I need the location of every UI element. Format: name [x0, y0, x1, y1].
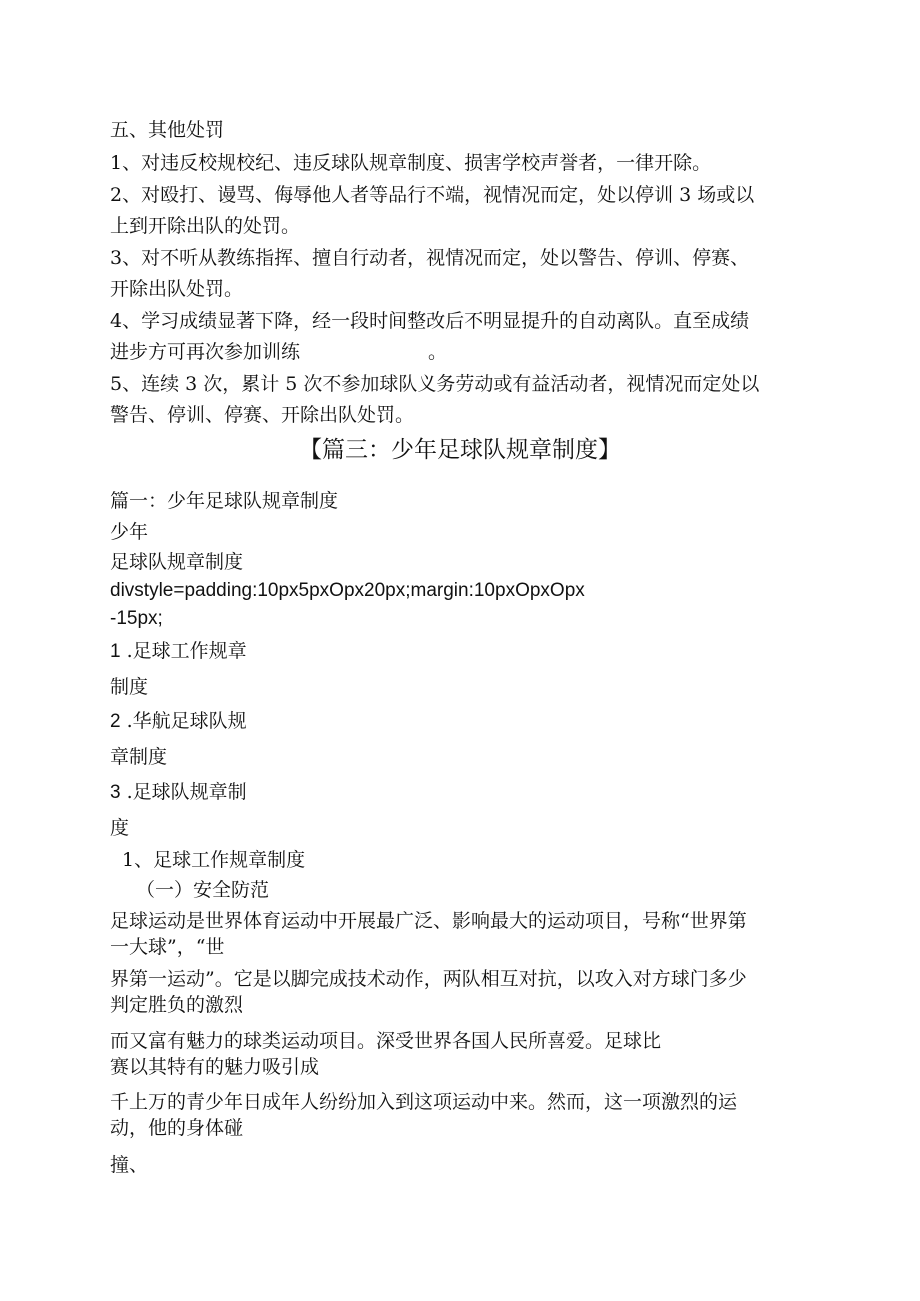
subsection-safety: （一）安全防范 [136, 879, 270, 901]
penalty-item-4-text: 进步方可再次参加训练 [110, 341, 301, 363]
paragraph-line-8: 动，他的身体碰 [110, 1117, 244, 1139]
list-item-1-text: .足球工作规章 [120, 640, 247, 662]
part-three-title: 【篇三：少年足球队规章制度】 [299, 437, 621, 463]
paragraph-line-3: 界第一运动”。它是以脚完成技术动作，两队相互对抗，以攻入对方球门多少 [110, 968, 747, 990]
list-item-3 [110, 781, 247, 804]
penalty-item-4-line-2 [110, 341, 447, 363]
paragraph-line-5: 而又富有魅力的球类运动项目。深受世界各国人民所喜爱。足球比 [110, 1030, 662, 1052]
penalty-item-4-line-1: 4、学习成绩显著下降，经一段时间整改后不明显提升的自动离队。直至成绩 [110, 310, 750, 332]
paragraph-line-4: 判定胜负的激烈 [110, 994, 244, 1016]
line-zuqiu-rules: 足球队规章制度 [110, 551, 244, 573]
list-item-2-number: 2 [110, 711, 121, 732]
list-item-2 [110, 710, 247, 733]
section-1-heading: 1、足球工作规章制度 [122, 849, 306, 871]
penalty-item-2-line-2: 上到开除出队的处罚。 [110, 215, 301, 237]
list-item-1-number: 1 [110, 641, 121, 662]
sub-title: 篇一：少年足球队规章制度 [110, 490, 339, 512]
section-heading-other-penalties: 五、其他处罚 [110, 119, 225, 141]
line-shaonian: 少年 [110, 521, 149, 543]
penalty-item-1: 1、对违反校规校纪、违反球队规章制度、损害学校声誉者，一律开除。 [110, 152, 712, 174]
list-item-2-cont: 章制度 [110, 746, 168, 768]
paragraph-line-7: 千上万的青少年日成年人纷纷加入到这项运动中来。然而，这一项激烈的运 [110, 1091, 738, 1113]
list-item-1 [110, 640, 247, 663]
penalty-item-3-line-1: 3、对不听从教练指挥、擅自行动者，视情况而定，处以警告、停训、停赛、 [110, 247, 750, 269]
code-line-2: -15px; [110, 608, 163, 629]
list-item-3-number: 3 [110, 782, 121, 803]
paragraph-line-2: 一大球”，“世 [110, 936, 225, 958]
paragraph-line-1: 足球运动是世界体育运动中开展最广泛、影响最大的运动项目，号称“世界第 [110, 910, 747, 932]
list-item-1-cont: 制度 [110, 676, 149, 698]
list-item-3-cont: 度 [110, 817, 130, 839]
paragraph-line-9: 撞、 [110, 1154, 149, 1176]
penalty-item-4-period: 。 [428, 341, 448, 363]
list-item-3-text: .足球队规章制 [120, 781, 247, 803]
penalty-item-2-line-1: 2、对殴打、谩骂、侮辱他人者等品行不端，视情况而定，处以停训 3 场或以 [110, 184, 755, 206]
list-item-2-text: .华航足球队规 [120, 710, 247, 732]
paragraph-line-6: 赛以其特有的魅力吸引成 [110, 1056, 320, 1078]
penalty-item-5-line-2: 警告、停训、停赛、开除出队处罚。 [110, 404, 415, 426]
penalty-item-3-line-2: 开除出队处罚。 [110, 278, 244, 300]
code-line-1: divstyle=padding:10px5pxOpx20px;margin:10pxOpxOpx [110, 580, 585, 601]
penalty-item-5-line-1: 5、连续 3 次，累计 5 次不参加球队义务劳动或有益活动者，视情况而定处以 [110, 373, 760, 395]
